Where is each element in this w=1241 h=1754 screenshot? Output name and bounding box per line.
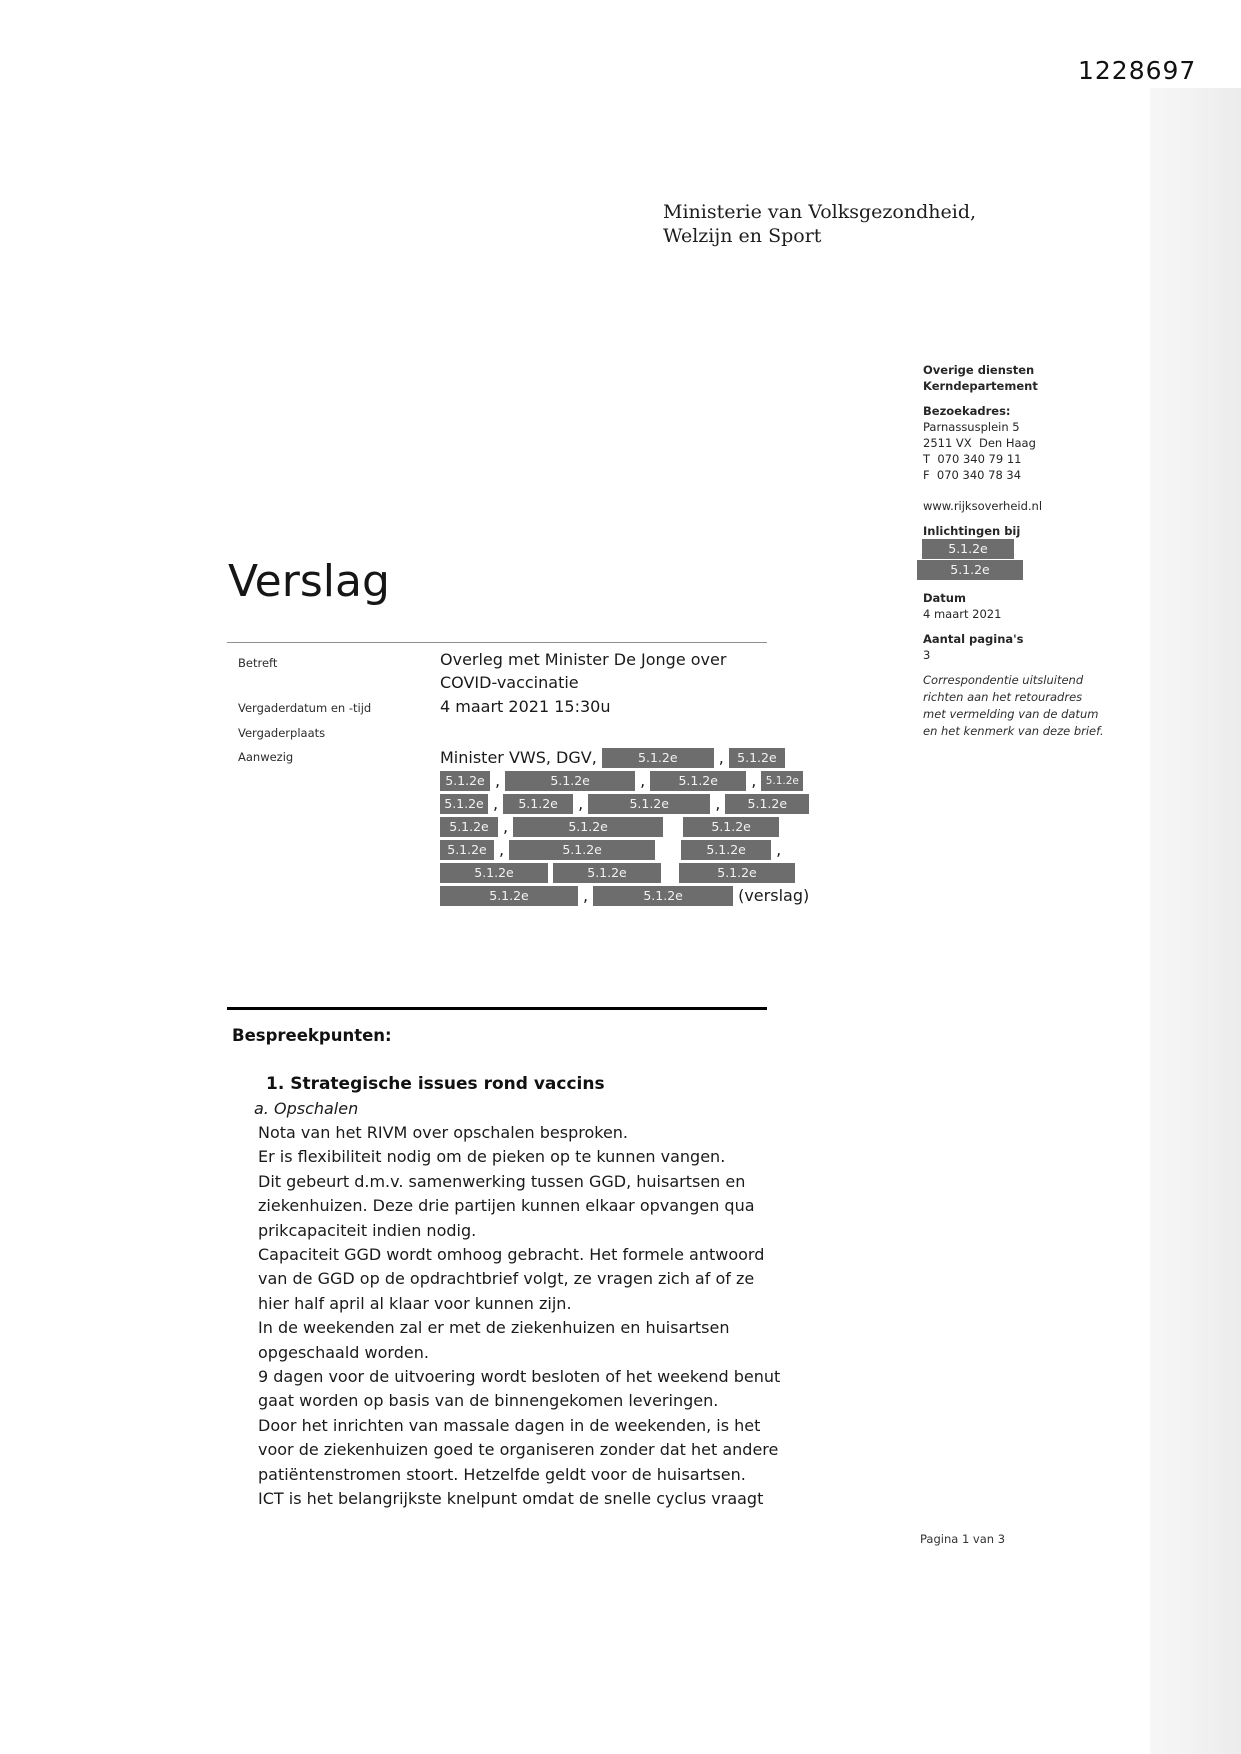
redaction-block: 5.1.2e <box>588 794 710 814</box>
redaction-block: 5.1.2e <box>650 771 746 791</box>
attendees-text: , <box>499 840 505 859</box>
document-number: 1228697 <box>1078 56 1197 85</box>
attendees-text: Minister VWS, DGV, <box>440 748 597 767</box>
spacer <box>923 483 1108 498</box>
body-line: In de weekenden zal er met de ziekenhuizen en huisartsen <box>258 1318 730 1338</box>
body-line: Dit gebeurt d.m.v. samenwerking tussen GGD, huisartsen en <box>258 1171 746 1191</box>
spacer <box>923 514 1108 523</box>
agenda-sub-item: a. Opschalen <box>254 1099 359 1118</box>
attendees-text: , <box>776 840 782 859</box>
body-line: van de GGD op de opdrachtbrief volgt, ze vragen zich af of ze <box>258 1269 755 1289</box>
ministry-line-2: Welzijn en Sport <box>663 225 822 247</box>
attendees-text: , <box>715 794 721 813</box>
redaction-block: 5.1.2e <box>602 748 714 768</box>
redaction-block: 5.1.2e <box>440 794 488 814</box>
redaction-block: 5.1.2e <box>729 748 785 768</box>
redaction-block: 5.1.2e <box>917 560 1023 580</box>
attendees-row <box>440 794 828 817</box>
page-indicator: Pagina 1 van 3 <box>920 1532 1006 1546</box>
attendees-row <box>440 886 828 909</box>
page-count-label: Aantal pagina's <box>923 632 1024 646</box>
attendees-row <box>440 840 828 863</box>
attendees-text: , <box>640 771 646 790</box>
body-line: ziekenhuizen. Deze drie partijen kunnen elkaar opvangen qua <box>258 1196 755 1216</box>
meta-label-vergaderdatum: Vergaderdatum en -tijd <box>238 701 372 715</box>
body-line: patiëntenstromen stoort. Hetzelfde geldt voor de huisartsen. <box>258 1464 746 1484</box>
body-paragraphs <box>258 1121 828 1512</box>
ministry-line-1: Ministerie van Volksgezondheid, <box>663 201 977 223</box>
page-count-value: 3 <box>923 648 931 662</box>
redaction-block: 5.1.2e <box>683 817 779 837</box>
redaction-block: 5.1.2e <box>505 771 635 791</box>
attendees-text: , <box>751 771 757 790</box>
ministry-wordmark <box>663 200 976 248</box>
date-label: Datum <box>923 591 966 605</box>
redaction-block: 5.1.2e <box>440 840 494 860</box>
attendees-text: , <box>495 771 501 790</box>
attendees-text: (verslag) <box>738 886 810 905</box>
org-unit-line: Kerndepartement <box>923 379 1038 393</box>
sidebar <box>923 362 1108 740</box>
body-line: Nota van het RIVM over opschalen besproken. <box>258 1123 629 1142</box>
body-line: voor de ziekenhuizen goed te organiseren zonder dat het andere <box>258 1440 779 1460</box>
address-line: 2511 VX Den Haag <box>923 436 1036 450</box>
website-text: www.rijksoverheid.nl <box>923 499 1043 513</box>
attendees-text: , <box>718 748 724 767</box>
attendees-row <box>440 863 828 886</box>
attendees-text: , <box>578 794 584 813</box>
body-line: Er is flexibiliteit nodig om de pieken op te kunnen vangen. <box>258 1147 726 1167</box>
address-line: F 070 340 78 34 <box>923 468 1022 482</box>
meta-value-vergaderdatum: 4 maart 2021 15:30u <box>440 697 611 716</box>
section-heading: Bespreekpunten: <box>232 1026 392 1045</box>
attendees-text: , <box>493 794 499 813</box>
meta-label-aanwezig: Aanwezig <box>238 750 294 764</box>
visit-address-label: Bezoekadres: <box>923 404 1011 418</box>
attendees-text: , <box>583 886 589 905</box>
address-line: T 070 340 79 11 <box>923 452 1022 466</box>
attendees-row <box>440 771 828 794</box>
agenda-item-heading: 1. Strategische issues rond vaccins <box>266 1074 605 1094</box>
redaction-block: 5.1.2e <box>440 817 498 837</box>
page-title: Verslag <box>228 556 390 607</box>
address-line: Parnassusplein 5 <box>923 420 1020 434</box>
correspondence-note: Correspondentie uitsluitend richten aan het retouradres met vermelding van de datum en het kenmerk van deze brief. <box>923 673 1104 738</box>
body-line: Capaciteit GGD wordt omhoog gebracht. Het formele antwoord <box>258 1245 765 1265</box>
divider-thick <box>227 1007 767 1010</box>
redaction-block: 5.1.2e <box>509 840 655 860</box>
address-lines <box>923 419 1108 483</box>
meta-label-betreft: Betreft <box>238 656 278 670</box>
body-line: gaat worden op basis van de binnengekomen leveringen. <box>258 1391 719 1411</box>
contact-label: Inlichtingen bij <box>923 524 1021 538</box>
redaction-block: 5.1.2e <box>553 863 661 883</box>
redaction-block: 5.1.2e <box>679 863 795 883</box>
attendees-redacted-list <box>440 748 828 909</box>
meta-label-vergaderplaats: Vergaderplaats <box>238 726 326 740</box>
date-value: 4 maart 2021 <box>923 607 1002 621</box>
gap <box>668 817 678 818</box>
attendees-row <box>440 817 828 840</box>
scan-edge <box>1150 88 1241 1754</box>
body-line: hier half april al klaar voor kunnen zijn. <box>258 1293 572 1313</box>
body-line: prikcapaciteit indien nodig. <box>258 1220 477 1240</box>
org-unit-line: Overige diensten <box>923 363 1035 377</box>
gap <box>660 840 676 841</box>
divider-thin <box>227 642 767 643</box>
body-line: ICT is het belangrijkste knelpunt omdat de snelle cyclus vraagt <box>258 1489 764 1509</box>
spacer <box>923 394 1108 403</box>
redaction-block: 5.1.2e <box>503 794 573 814</box>
redaction-block: 5.1.2e <box>440 886 578 906</box>
spacer <box>923 581 1108 590</box>
redaction-block: 5.1.2e <box>593 886 733 906</box>
redaction-block: 5.1.2e <box>922 539 1014 559</box>
redaction-block: 5.1.2e <box>513 817 663 837</box>
gap <box>666 863 674 864</box>
redaction-block: 5.1.2e <box>761 771 803 791</box>
attendees-row <box>440 748 828 771</box>
redaction-block: 5.1.2e <box>681 840 771 860</box>
body-line: 9 dagen voor de uitvoering wordt besloten of het weekend benut <box>258 1367 781 1387</box>
attendees-text: , <box>503 817 509 836</box>
body-line: opgeschaald worden. <box>258 1342 429 1362</box>
redaction-block: 5.1.2e <box>440 863 548 883</box>
meta-value-betreft: Overleg met Minister De Jonge over COVID-vaccinatie <box>440 650 727 692</box>
redaction-block: 5.1.2e <box>725 794 809 814</box>
spacer <box>923 663 1108 672</box>
spacer <box>923 622 1108 631</box>
redaction-block: 5.1.2e <box>440 771 490 791</box>
body-line: Door het inrichten van massale dagen in de weekenden, is het <box>258 1415 761 1435</box>
